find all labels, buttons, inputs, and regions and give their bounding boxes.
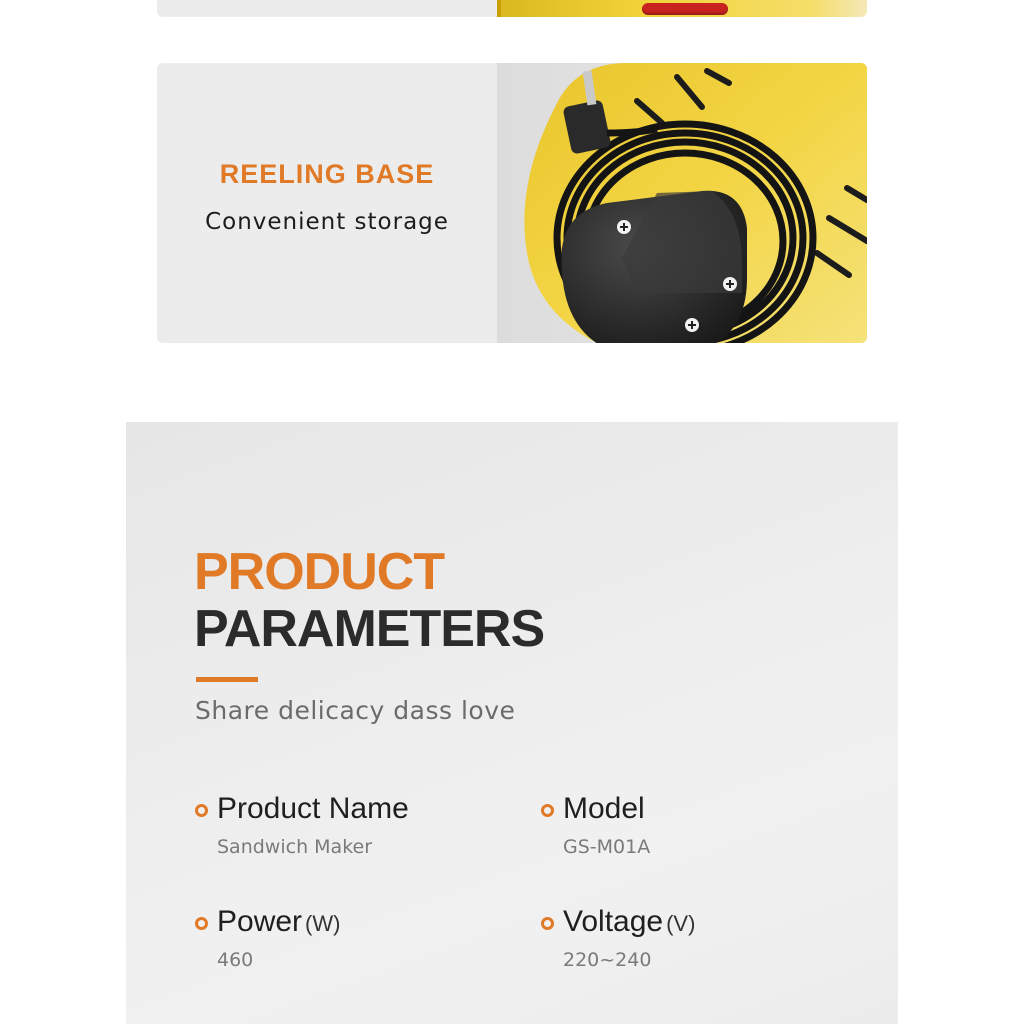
appliance-image-top: [497, 0, 867, 17]
param-label: Power: [217, 905, 303, 938]
param-value: GS-M01A: [563, 836, 651, 858]
top-product-card: [157, 0, 867, 17]
feature-title: REELING BASE: [219, 159, 435, 189]
bullet-icon: [541, 804, 554, 817]
param-value: 220~240: [563, 949, 652, 971]
param-label: Model: [563, 792, 645, 825]
param-label: Product Name: [217, 792, 409, 825]
param-unit: (V): [666, 911, 696, 936]
product-parameters-panel: [126, 422, 898, 1024]
param-unit: (W): [305, 911, 341, 936]
parameters-title-line2: PARAMETERS: [194, 600, 545, 658]
bullet-icon: [541, 917, 554, 930]
param-value: Sandwich Maker: [217, 836, 373, 858]
bullet-icon: [195, 804, 208, 817]
feature-text: [157, 63, 497, 343]
parameters-title-line1: PRODUCT: [194, 543, 445, 601]
param-label: Voltage: [563, 905, 664, 938]
bullet-icon: [195, 917, 208, 930]
title-underline: [196, 677, 258, 682]
feature-subtitle: Convenient storage: [205, 209, 449, 235]
parameters-slogan: Share delicacy dass love: [195, 696, 516, 725]
indicator-light: [642, 3, 728, 15]
appliance-base-illustration: [497, 63, 867, 343]
feature-card-reeling-base: [157, 63, 867, 343]
reeling-base-image: [497, 63, 867, 343]
param-value: 460: [217, 949, 254, 971]
